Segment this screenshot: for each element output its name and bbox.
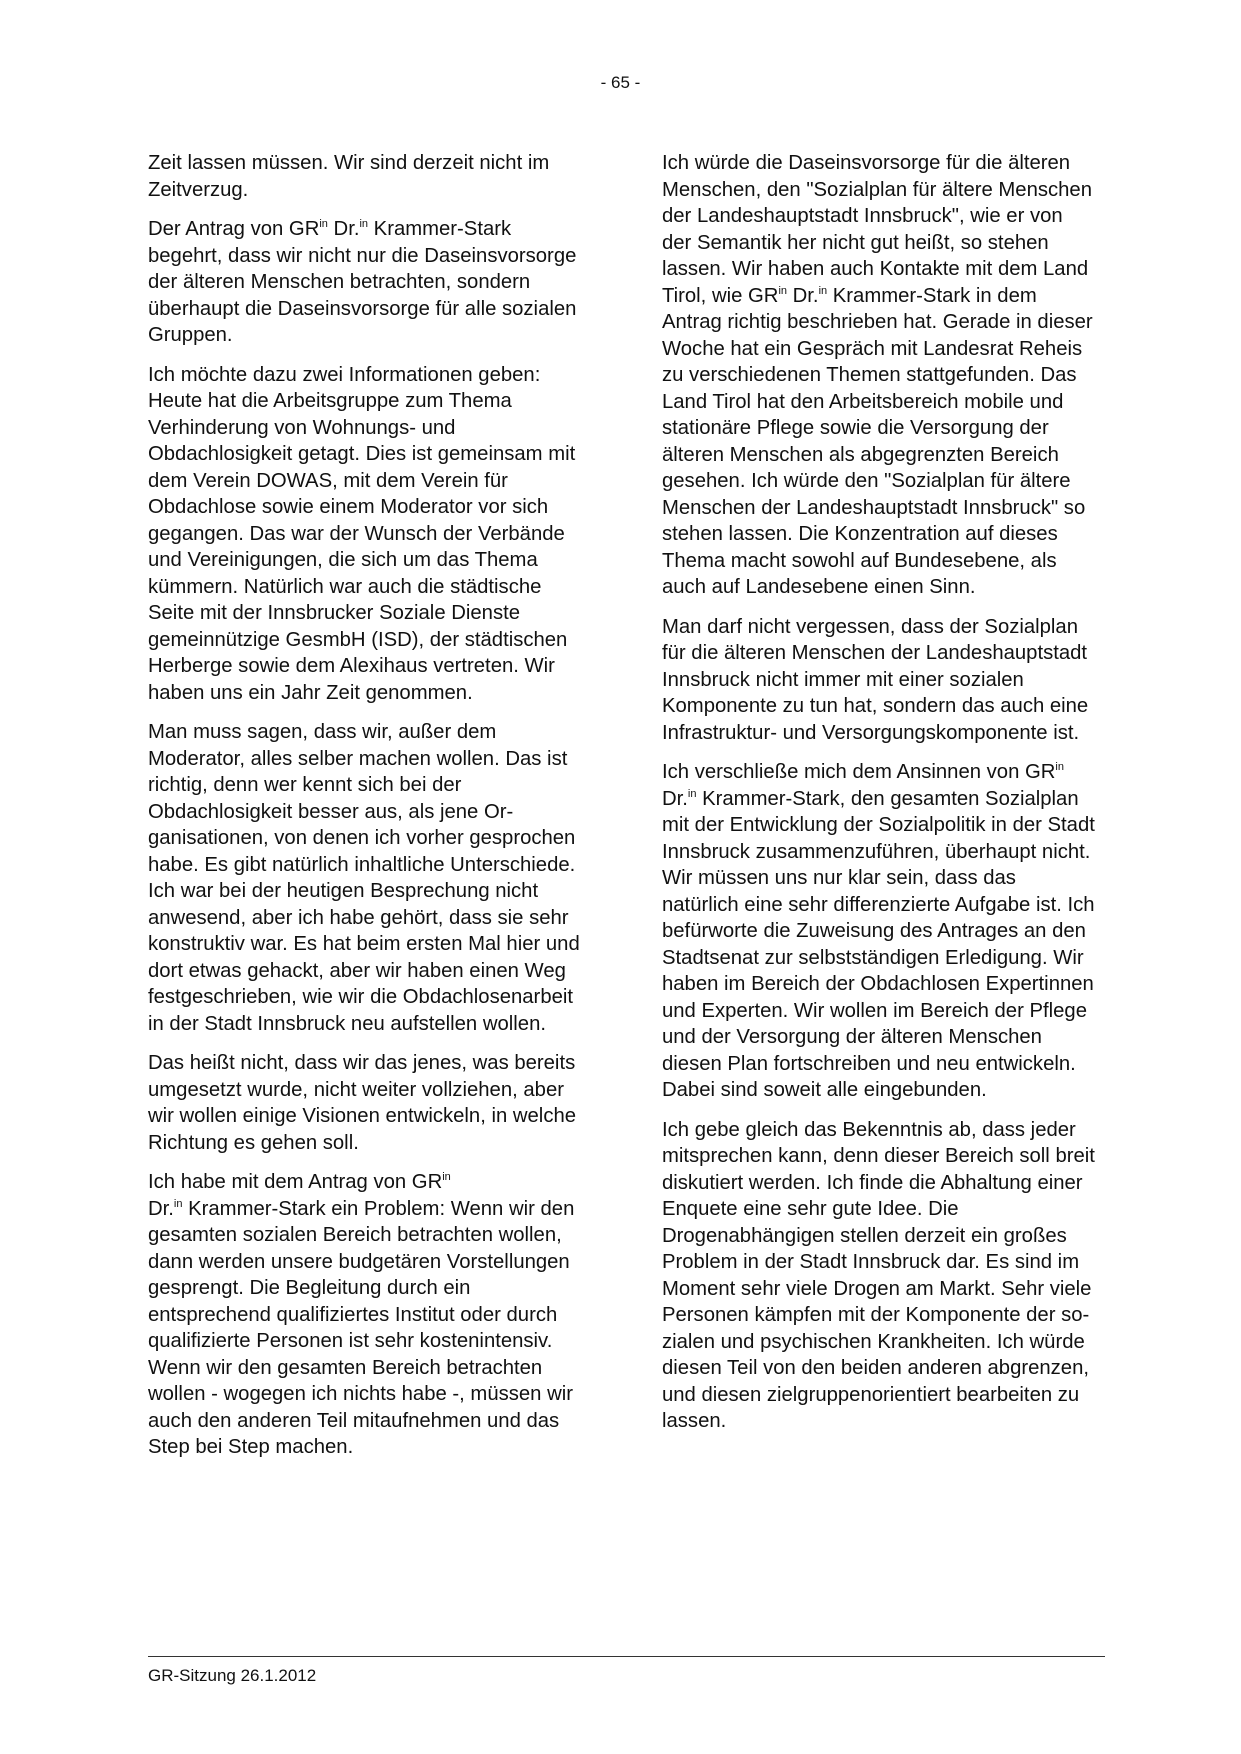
paragraph: Das heißt nicht, dass wir das jenes, was bereits umgesetzt wurde, nicht weiter vollziehen, aber wir wollen einige Visionen entwickeln, in welche Richtung es gehen soll. (148, 1052, 577, 1154)
text-run: Ich verschließe mich dem Ansinnen von GR (662, 761, 1056, 783)
paragraph (148, 216, 583, 349)
paragraph: Ich gebe gleich das Bekenntnis ab, dass jeder mitsprechen kann, denn dieser Bereich soll breit diskutiert werden. Ich finde die Abhaltung einer Enquete eine sehr gute Idee. Die Drogenabhängigen stellen derzeit ein großes Problem in der Stadt Innsbruck dar. Es sind im Moment sehr viele Drogen am Markt. Sehr viele Personen kämpfen mit der Komponente der sozialen und psychischen Krankheiten. Ich würde diesen Teil von den beiden anderen abgrenzen, und diesen zielgruppenorientiert bearbeiten zu lassen. (662, 1118, 1095, 1432)
text-run: Der Antrag von GR (148, 218, 320, 240)
text-run: Dr. (327, 218, 360, 240)
left-column (148, 150, 583, 1474)
superscript: in (173, 1197, 183, 1210)
paragraph: Man muss sagen, dass wir, außer dem Moderator, alles selber machen wollen. Das ist richtig, denn wer kennt sich bei der Obdachlosigkeit besser aus, als jene Organisationen, von denen ich vorher gesprochen habe. Es gibt natürlich inhaltliche Unterschiede. Ich war bei der heutigen Besprechung nicht anwesend, aber ich habe gehört, dass sie sehr konstruktiv war. Es hat beim ersten Mal hier und dort etwas gehackt, aber wir haben einen Weg festgeschrieben, wie wir die Obdachlosenarbeit in der Stadt Innsbruck neu aufstellen wollen. (148, 721, 580, 1035)
text-run: Krammer-Stark in dem Antrag richtig beschrieben hat. Gerade in dieser Woche hat ein Gespräch mit Landesrat Reheis zu verschiedenen Themen stattgefunden. Das Land Tirol hat den Arbeitsbereich mobile und stationäre Pflege sowie die Versorgung der älteren Menschen als abgegrenzten Bereich gesehen. Ich würde den "Sozialplan für ältere Menschen der Landeshauptstadt Innsbruck" so stehen lassen. Die Konzentration auf dieses Thema macht sowohl auf Bundesebene, als auch auf Landesebene einen Sinn. (662, 284, 1093, 598)
page-number: - 65 - (600, 73, 641, 92)
superscript: in (1055, 761, 1064, 773)
superscript: in (319, 218, 328, 230)
text-run: Ich habe mit dem Antrag von GR (148, 1171, 443, 1193)
paragraph (662, 759, 1097, 1104)
text-run: Krammer-Stark begehrt, dass wir nicht nur die Daseinsvorsorge der älteren Menschen betrachten, sondern überhaupt die Daseinsvorsorge für alle sozialen Gruppen. (148, 218, 577, 346)
superscript: in (359, 218, 369, 230)
superscript: in (442, 1171, 451, 1183)
right-column (662, 150, 1097, 1448)
superscript: in (818, 284, 828, 297)
text-run: Ich würde die Daseinsvorsorge für die älteren Menschen, den "Sozialplan für ältere Menschen der Landeshauptstadt Innsbruck", wie er von der Semantik her nicht gut heißt, so stehen lassen. Wir haben auch Kontakte mit dem Land Tirol, wie GR (662, 152, 1092, 307)
text-run: Krammer-Stark, den gesamten Sozialplan mit der Entwicklung der Sozialpolitik in der Stadt Innsbruck zusammenzuführen, überhaupt nicht. Wir müssen uns nur klar sein, dass das natürlich eine sehr differenzierte Aufgabe ist. Ich befürworte die Zuweisung des Antrages an den Stadtsenat zur selbstständigen Erledigung. Wir haben im Bereich der Obdachlosen Expertinnen und Experten. Wir wollen im Bereich der Pflege und der Versorgung der älteren Menschen diesen Plan fortschreiben und neu entwickeln. Dabei sind soweit alle eingebunden. (662, 787, 1095, 1101)
paragraph: Zeit lassen müssen. Wir sind derzeit nicht im Zeitverzug. (148, 152, 550, 201)
paragraph (148, 1169, 583, 1461)
superscript: in (687, 787, 697, 800)
text-run: Dr. (787, 284, 819, 307)
paragraph (662, 150, 1097, 601)
text-run: Krammer-Stark ein Problem: Wenn wir den gesamten sozialen Bereich betrachten wollen, dann werden unsere budgetären Vorstellungen gesprengt. Die Begleitung durch ein entsprechend qualifiziertes Institut oder durch qualifizierte Personen ist sehr kostenintensiv. Wenn wir den gesamten Bereich betrachten wollen - wogegen ich nichts habe -, müssen wir auch den anderen Teil mitaufnehmen und das Step bei Step machen. (148, 1197, 575, 1458)
footer-divider (148, 1656, 1105, 1657)
text-run: Dr. (662, 787, 688, 810)
paragraph: Man darf nicht vergessen, dass der Sozialplan für die älteren Menschen der Landeshauptstadt Innsbruck nicht immer mit einer sozialen Komponente zu tun hat, sondern das auch eine Infrastruktur- und Versorgungskomponente ist. (662, 615, 1089, 744)
paragraph: Ich möchte dazu zwei Informationen geben: Heute hat die Arbeitsgruppe zum Thema Verhinderung von Wohnungs- und Obdachlosigkeit getagt. Dies ist gemeinsam mit dem Verein DOWAS, mit dem Verein für Obdachlose sowie einem Moderator vor sich gegangen. Das war der Wunsch der Verbände und Vereinigungen, die sich um das Thema kümmern. Natürlich war auch die städtische Seite mit der Innsbrucker Soziale Dienste gemeinnützige GesmbH (ISD), der städtischen Herberge sowie dem Alexihaus vertreten. Wir haben uns ein Jahr Zeit genommen. (148, 363, 576, 704)
footer-session-date: GR-Sitzung 26.1.2012 (148, 1666, 317, 1685)
superscript: in (778, 284, 788, 297)
text-run: Dr. (148, 1197, 174, 1220)
